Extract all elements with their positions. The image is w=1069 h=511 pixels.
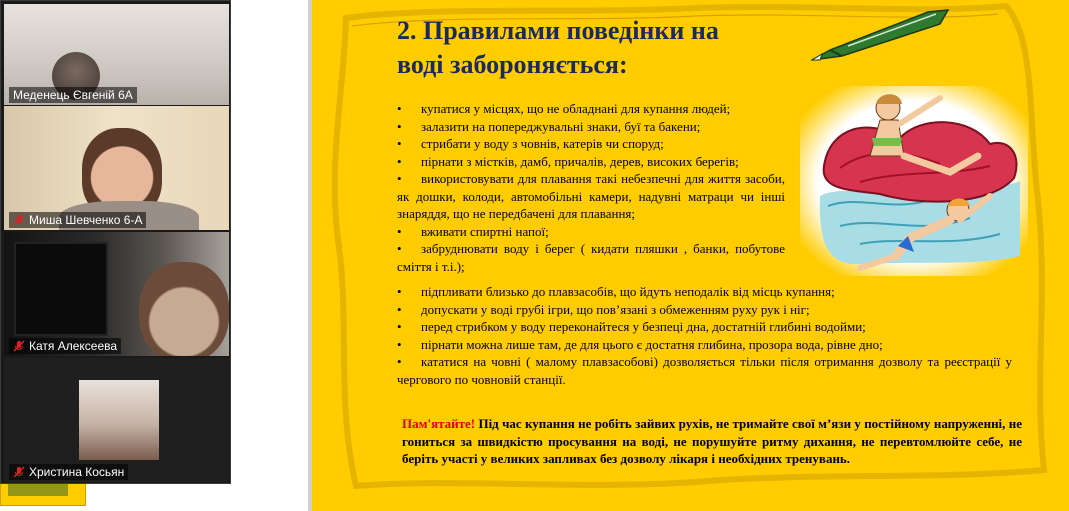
participant-video-feed [14,242,108,336]
list-item: • забруднювати воду і берег ( кидати пляшки , банки, побутове сміття і т.і.); [397,241,785,274]
participant-video-tile[interactable] [4,358,229,482]
list-item: • вживати спиртні напої; [397,223,549,239]
list-item: • використовувати для плавання такі небезпечні для життя засоби, як дошки, колоди, автомобільні камери, надувні матраци чи інші знаряддя, що не передбачені для плавання; [397,171,785,221]
list-item: • пірнати можна лише там, де для цього є достатня глибина, прозора вода, рівне дно; [397,336,883,352]
list-item: • кататися на човні ( малому плавзасобові) дозволяється тільки після отримання дозволу та реєстрації у чергового по човновій станції. [397,354,1012,387]
participant-video-tile[interactable] [4,106,229,230]
mic-muted-icon [13,214,25,226]
participant-video-panel [0,0,231,484]
reminder-note: Пам'ятайте! Під час купання не робіть зайвих рухів, не тримайте свої м’язи у постійному напруженні, не гониться за швидкістю просування на воді, не порушуйте ритму дихання, не перевтомлюйте себе, не беріть участі у великих запливах без дозволу лікаря і необхідних тренувань. [402,416,1022,466]
participant-video-tile[interactable] [4,4,229,105]
participant-video-tile[interactable] [4,232,229,356]
rules-list-bottom [397,283,1012,388]
list-item: • підпливати близько до плавзасобів, що йдуть неподалік від місць купання; [397,284,835,299]
list-item: • стрибати у воду з човнів, катерів чи споруд; [397,136,664,151]
mic-muted-icon [13,466,25,478]
participant-video-feed-face [139,262,229,356]
pen-icon [808,6,958,64]
list-item: • перед стрибком у воду переконайтеся у безпеці дна, достатній глибині водойми; [397,319,866,334]
swimming-hazard-illustration [800,86,1028,276]
list-item: • пірнати з містків, дамб, причалів, дерев, високих берегів; [397,153,739,169]
list-item: • залазити на попереджувальні знаки, буї та бакени; [397,118,701,134]
participant-name-label: Миша Шевченко 6-А [9,212,146,228]
mic-muted-icon [13,340,25,352]
participant-name-label: Катя Алексеева [9,338,121,354]
slide-title: 2. Правилами поведінки на воді забороняється: [397,16,719,79]
participant-avatar [79,380,159,460]
list-item: • купатися у місцях, що не обладнані для купання людей; [397,101,731,116]
slide-thumbnail-detail [8,482,68,496]
rules-list-top [397,100,785,275]
participant-name-label: Христина Косьян [9,464,128,480]
list-item: • допускати у воді грубі ігри, що пов’язані з обмеженням руху рук і ніг; [397,301,810,317]
participant-name-label: Меденець Євгеній 6А [9,87,137,103]
